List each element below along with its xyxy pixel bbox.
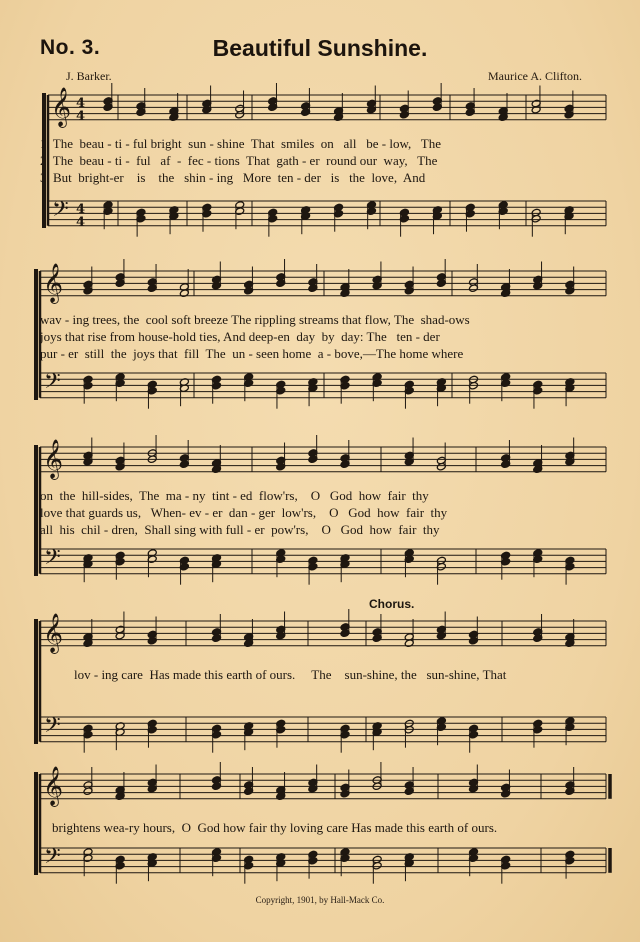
composer-credit: J. Barker. [66, 69, 112, 83]
verse-2-line-3: love that guards us, When- ev - er dan - ger low'rs, O God how fair thy [40, 505, 448, 520]
final-lyrics-line: brightens wea-ry hours, O God how fair thy loving care Has made this earth of ours. [52, 820, 498, 835]
system-1-time-treble-top: 4 [76, 96, 86, 111]
lyricist-credit: Maurice A. Clifton. [488, 69, 582, 83]
treble-clef: 𝄞 [51, 87, 72, 127]
chorus-label: Chorus. [369, 597, 415, 611]
hymn-number: No. 3. [40, 36, 101, 59]
chorus-lyrics-line: lov - ing care Has made this earth of ours. The sun-shine, the sun-shine, That [74, 667, 507, 682]
verse-2-line-2: joys that rise from house-hold ties, And deep-en day by day: The ten - der [40, 329, 440, 344]
bass-clef: 𝄢 [52, 197, 69, 227]
hymn-title: Beautiful Sunshine. [212, 35, 428, 61]
verse-1-line-2: wav - ing trees, the cool soft breeze The rippling streams that flow, The shad-ows [40, 312, 470, 327]
bass-clef: 𝄢 [44, 844, 61, 874]
treble-clef: 𝄞 [43, 613, 64, 653]
system-1-time-treble-bottom: 4 [76, 109, 86, 124]
treble-clef: 𝄞 [43, 766, 64, 806]
copyright-notice: Copyright, 1901, by Hall-Mack Co. [255, 895, 385, 905]
verse-1-line-1: 1. The beau - ti - ful bright sun - shine That smiles on all be - low, The [40, 136, 442, 151]
treble-clef: 𝄞 [43, 439, 64, 479]
verse-2-line-1: 2. The beau - ti - ful af - fec - tions That gath - er round our way, The [40, 153, 438, 168]
verse-3-line-3: all his chil - dren, Shall sing with full - er pow'rs, O God how fair thy [40, 522, 440, 537]
bass-clef: 𝄢 [44, 369, 61, 399]
system-1-time-bass-top: 4 [76, 202, 86, 217]
treble-clef: 𝄞 [43, 263, 64, 303]
system-1-time-bass-bottom: 4 [76, 215, 86, 230]
verse-3-line-2: pur - er still the joys that fill The un - seen home a - bove,—The home where [40, 346, 464, 361]
bass-clef: 𝄢 [44, 545, 61, 575]
bass-clef: 𝄢 [44, 713, 61, 743]
verse-3-line-1: 3. But bright-er is the shin - ing More ten - der is the love, And [40, 170, 426, 185]
verse-1-line-3: on the hill-sides, The ma - ny tint - ed flow'rs, O God how fair thy [40, 488, 429, 503]
